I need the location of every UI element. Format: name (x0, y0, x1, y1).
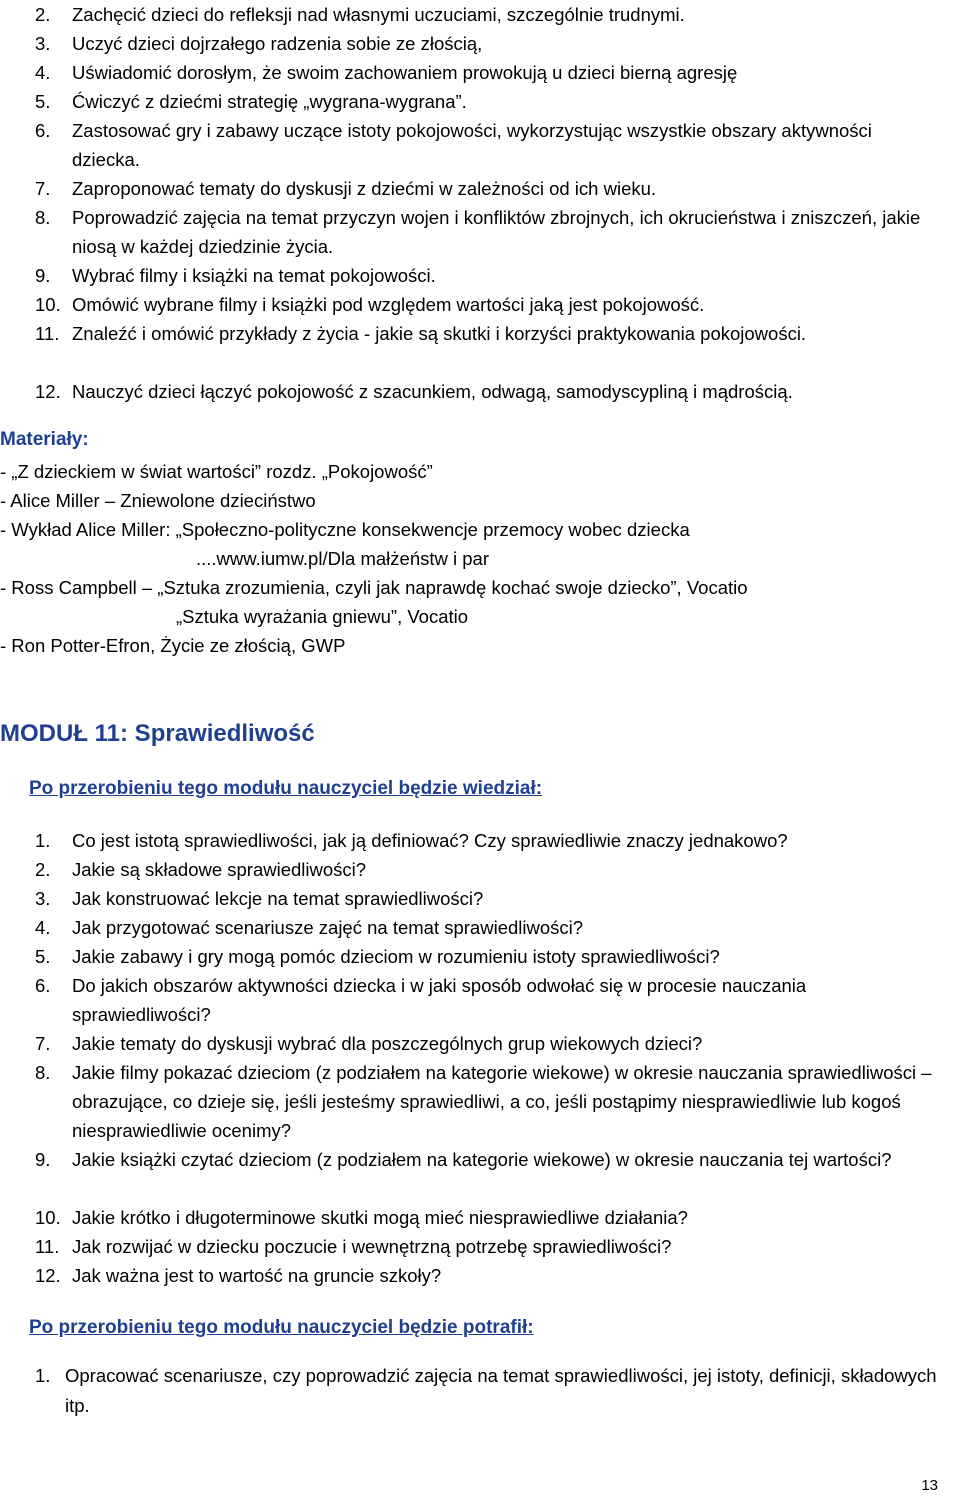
list-number: 12. (35, 381, 61, 402)
materials-line: ....www.iumw.pl/Dla małżeństw i par (196, 548, 490, 569)
list-text: Zaproponować tematy do dyskusji z dziećmi w zależności od ich wieku. (72, 178, 657, 199)
list-number: 2. (35, 859, 51, 880)
list-text: Jakie filmy pokazać dzieciom (z podziałem na kategorie wiekowe) w okresie nauczania sprawiedliwości – obrazujące, co dzieje się, jeśli jesteśmy sprawiedliwi, a co, jeśli postąpimy niesprawiedliwie lub kogoś niesprawiedliwie ocenimy? (72, 1062, 932, 1141)
list-item (35, 319, 940, 348)
list-text: Wybrać filmy i książki na temat pokojowości. (72, 265, 436, 286)
list-item (35, 1058, 940, 1145)
materials-line: - Ron Potter-Efron, Życie ze złością, GWP (0, 635, 346, 656)
list-item (35, 1029, 940, 1058)
materials-line: „Sztuka wyrażania gniewu”, Vocatio (176, 606, 469, 627)
materials-line: - Alice Miller – Zniewolone dzieciństwo (0, 490, 316, 511)
list-item (35, 377, 940, 406)
list-number: 1. (35, 1365, 51, 1386)
list-item (35, 87, 940, 116)
materials-heading: Materiały: (0, 429, 89, 450)
materials-line: - Wykład Alice Miller: „Społeczno-polityczne konsekwencje przemocy wobec dziecka (0, 519, 690, 540)
materials-line: - „Z dzieckiem w świat wartości” rozdz. „Pokojowość” (0, 461, 433, 482)
list-number: 6. (35, 120, 51, 141)
list-number: 2. (35, 4, 51, 25)
list-number: 10. (35, 294, 61, 315)
list-item (35, 290, 940, 319)
list-item (35, 971, 940, 1029)
list-number: 7. (35, 1033, 51, 1054)
list-number: 11. (35, 1236, 60, 1257)
list-text: Nauczyć dzieci łączyć pokojowość z szacunkiem, odwagą, samodyscypliną i mądrością. (72, 381, 793, 402)
list-item (35, 29, 940, 58)
list-text: Jak rozwijać w dziecku poczucie i wewnętrzną potrzebę sprawiedliwości? (72, 1236, 672, 1257)
list-text: Jak konstruować lekcje na temat sprawiedliwości? (72, 888, 484, 909)
list-text: Do jakich obszarów aktywności dziecka i w jaki sposób odwołać się w procesie nauczania sprawiedliwości? (72, 975, 807, 1025)
list-item (35, 1145, 940, 1174)
list-text: Poprowadzić zajęcia na temat przyczyn wojen i konfliktów zbrojnych, ich okrucieństwa i zniszczeń, jakie niosą w każdej dziedzinie życia. (72, 207, 921, 257)
list-text: Uczyć dzieci dojrzałego radzenia sobie ze złością, (72, 33, 483, 54)
can-heading: Po przerobieniu tego modułu nauczyciel będzie potrafił: (29, 1317, 534, 1338)
list-number: 5. (35, 91, 51, 112)
list-item (35, 1203, 940, 1232)
list-item (35, 261, 940, 290)
list-text: Uświadomić dorosłym, że swoim zachowaniem prowokują u dzieci bierną agresję (72, 62, 738, 83)
list-text: Jak przygotować scenariusze zajęć na temat sprawiedliwości? (72, 917, 584, 938)
list-item (35, 116, 940, 174)
list-text: Jakie tematy do dyskusji wybrać dla poszczególnych grup wiekowych dzieci? (72, 1033, 703, 1054)
list-item (35, 884, 940, 913)
list-text: Zachęcić dzieci do refleksji nad własnymi uczuciami, szczególnie trudnymi. (72, 4, 685, 25)
list-item (35, 942, 940, 971)
list-item (35, 826, 940, 855)
list-text: Co jest istotą sprawiedliwości, jak ją definiować? Czy sprawiedliwie znaczy jednakowo? (72, 830, 788, 851)
list-item (35, 1232, 940, 1261)
list-text: Jakie krótko i długoterminowe skutki mogą mieć niesprawiedliwe działania? (72, 1207, 688, 1228)
know-heading: Po przerobieniu tego modułu nauczyciel będzie wiedział: (29, 778, 543, 799)
list-number: 7. (35, 178, 51, 199)
list-text: Zastosować gry i zabawy uczące istoty pokojowości, wykorzystując wszystkie obszary aktywności dziecka. (72, 120, 872, 170)
list-item (35, 203, 940, 261)
list-number: 4. (35, 62, 51, 83)
list-text: Ćwiczyć z dziećmi strategię „wygrana-wygrana”. (72, 91, 467, 112)
list-item (35, 913, 940, 942)
list-number: 5. (35, 946, 51, 967)
list-item (35, 1361, 940, 1421)
list-number: 4. (35, 917, 51, 938)
list-item (35, 855, 940, 884)
list-item (35, 1261, 940, 1290)
list-number: 3. (35, 888, 51, 909)
materials-line: - Ross Campbell – „Sztuka zrozumienia, czyli jak naprawdę kochać swoje dziecko”, Vocatio (0, 577, 748, 598)
list-number: 9. (35, 1149, 51, 1170)
page-number: 13 (921, 1477, 938, 1494)
list-number: 8. (35, 1062, 51, 1083)
list-item (35, 174, 940, 203)
list-item (35, 58, 940, 87)
list-text: Omówić wybrane filmy i książki pod względem wartości jaką jest pokojowość. (72, 294, 705, 315)
list-text: Znaleźć i omówić przykłady z życia - jakie są skutki i korzyści praktykowania pokojowości. (72, 323, 807, 344)
list-text: Jak ważna jest to wartość na gruncie szkoły? (72, 1265, 442, 1286)
list-number: 6. (35, 975, 51, 996)
list-number: 12. (35, 1265, 61, 1286)
list-text: Jakie są składowe sprawiedliwości? (72, 859, 367, 880)
list-number: 10. (35, 1207, 61, 1228)
list-text: Jakie zabawy i gry mogą pomóc dzieciom w rozumieniu istoty sprawiedliwości? (72, 946, 720, 967)
list-text: Jakie książki czytać dzieciom (z podziałem na kategorie wiekowe) w okresie nauczania tej wartości? (72, 1149, 892, 1170)
list-number: 1. (35, 830, 51, 851)
module-title: MODUŁ 11: Sprawiedliwość (0, 720, 315, 747)
list-number: 9. (35, 265, 51, 286)
list-text: Opracować scenariusze, czy poprowadzić zajęcia na temat sprawiedliwości, jej istoty, definicji, składowych itp. (65, 1365, 937, 1416)
list-number: 11. (35, 323, 60, 344)
list-number: 3. (35, 33, 51, 54)
list-item (35, 0, 940, 29)
list-number: 8. (35, 207, 51, 228)
